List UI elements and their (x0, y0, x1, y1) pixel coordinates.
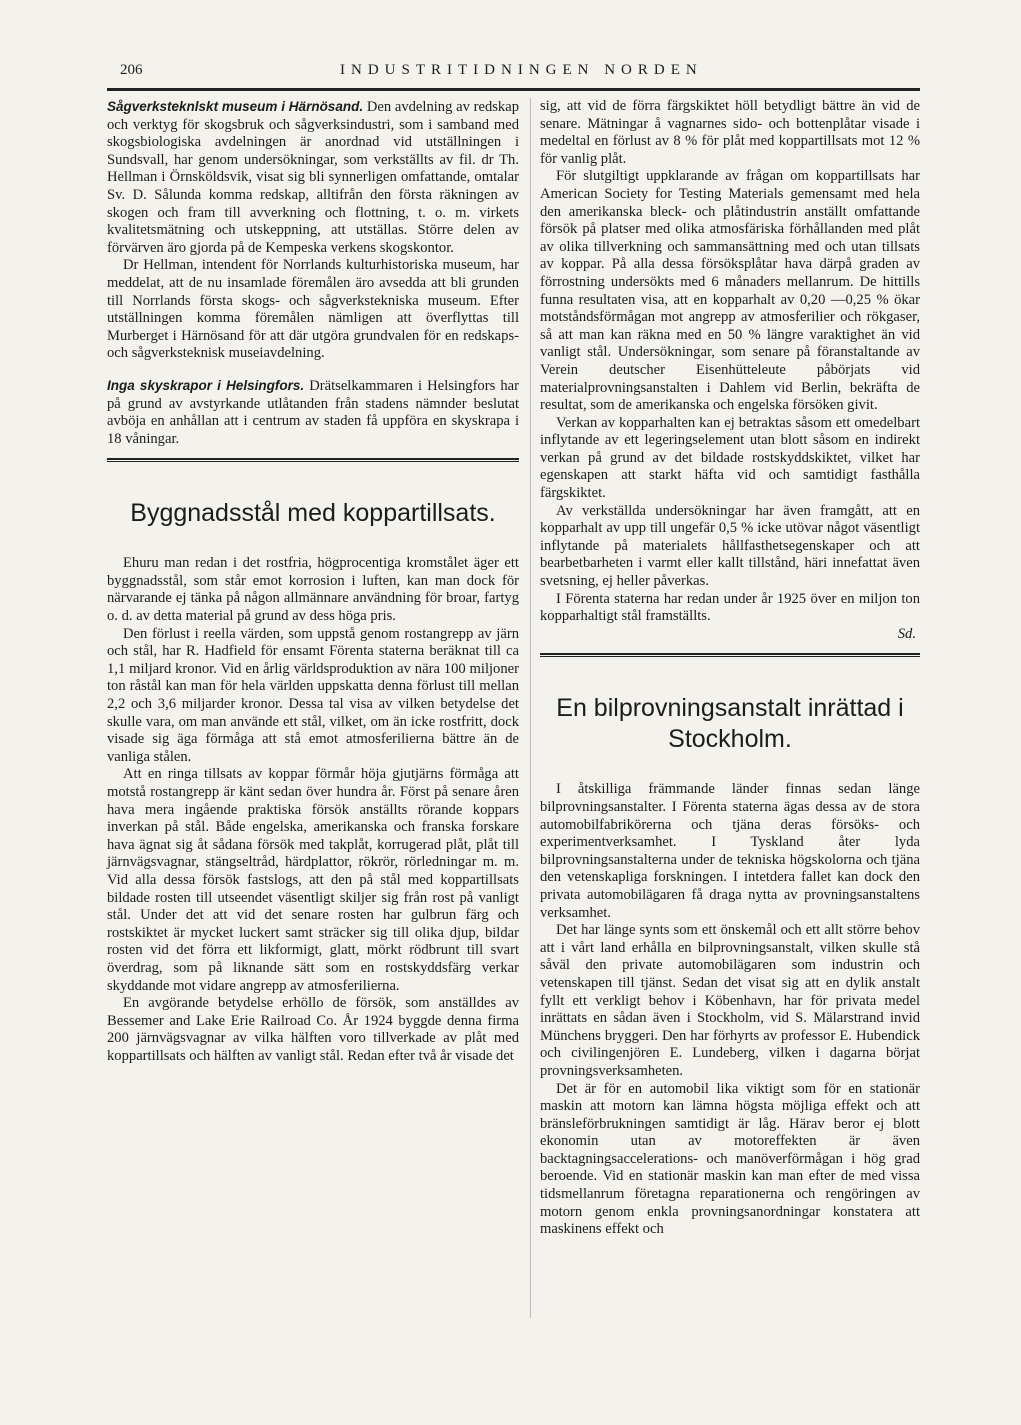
column-divider (530, 98, 531, 1318)
continuation-paragraph: Av verkställda undersökningar har även framgått, att en kopparhalt av upp till ungefär 0,5 % icke utövar något väsentligt inflytande på materialets hållfasthetsegenskaper och att bearbetbarheten i varmt eller kallt tillstånd, häri innefattat även svetsning, ej heller påverkas. (540, 502, 920, 590)
header-rule (107, 88, 920, 91)
article-paragraph: Det har länge synts som ett önskemål och ett allt större behov att i vårt land erhålla en bilprovningsanstalt, vilken skulle stå såväl den private automobilägaren som industrin och vetenskapen till tjänst. Sedan det visat sig att en dylik anstalt fyllt ett verkligt behov i Köbenhavn, har för privata medel inrättats en sådan även i Stockholm, vid S. Mälarstrand invid Münchens bryggeri. Den har förhyrts av professor E. Hubendick och civilingenjören E. Lundeberg, vilken i dagarna börjat provningsverksamheten. (540, 922, 920, 1079)
continuation-paragraph: Verkan av kopparhalten kan ej betraktas såsom ett omedelbart inflytande av ett legeringselement utan blott såsom en indirekt verkan på grund av det bildade rostskyddskiktet, vilket har egenskapen att starkt häfta vid och samtidigt fasthålla färgskiktet. (540, 414, 920, 502)
continuation-paragraph: sig, att vid de förra färgskiktet höll betydligt bättre än vid de senare. Mätningar å vagnarnes sido- och bottenplåtar visade i medeltal en förlust av 8 % för plåt med koppartillsats mot 12 % för vanlig plåt. (540, 98, 920, 167)
notice-skyskrapor-text: Drätselkammaren i Helsingfors har på grund av avstyrkande utlåtanden från stadens nämnder beslutat avböja en anhållan att i centrum av staden få uppföra en skyskrapa i 18 våningar. (107, 377, 519, 447)
left-column (107, 98, 519, 1066)
article-title-byggnadsstal: Byggnadsstål med koppartillsats. (130, 499, 496, 528)
page-header (120, 62, 920, 84)
section-rule (107, 458, 519, 462)
running-title: INDUSTRITIDNINGEN NORDEN (340, 62, 703, 78)
notice-saagverk-lead: Sågverksteknlskt museum i Härnösand. (107, 99, 364, 114)
notice-saagverk (107, 98, 519, 257)
article-paragraph: Det är för en automobil lika viktigt som för en stationär maskin att motorn kan lämna högsta möjliga effekt och att bränsleförbrukningen samtidigt är låg. Härav beror ej blott ekonomin utan av motoreffekten är även backtagningsaccelerations- och manöverförmågan i hög grad beroende. Vid en stationär maskin kan man efter de med vissa tidsmellanrum företagna reparationerna och rengöringen av motorn genom enkla provningsanordningar konstatera att maskinens effekt och (540, 1080, 920, 1238)
article-paragraph: Ehuru man redan i det rostfria, högprocentiga kromstålet äger ett byggnadsstål, som står emot korrosion i luften, kan man dock för närvarande ej tänka på någon allmännare användning för broar, fartyg o. d. av detta material på grund av dess höga pris. (107, 555, 519, 625)
article-title-bilprovning: En bilprovningsanstalt inrättad i Stockholm. (556, 694, 904, 754)
page-number: 206 (120, 62, 143, 78)
article-paragraph: Den förlust i reella värden, som uppstå genom rostangrepp av järn och stål, har R. Hadfield för ensamt Förenta staterna beräknat till ca 1,1 miljard kronor. Vid en årlig världsproduktion av nära 100 miljoner ton råstål kan man för hela världen uppskatta denna förlust till mellan 2,2 och 3,6 miljarder kronor. Dessa tal visa av vilken betydelse det skulle vara, om man använde ett stål, vilket, om än icke rostfritt, dock visade sig äga förmåga att stå emot atmosferilierna bättre än de vanliga stålen. (107, 625, 519, 765)
notice-skyskrapor-lead: Inga skyskrapor i Helsingfors. (107, 377, 305, 393)
notice-saagverk-text: Den avdelning av redskap och verktyg för skogsbruk och sågverksindustri, som i samband med skogsbiologiska avdelningen är anordnad vid utställningen i Sundsvall, har genom undersökningar, som verkställts av fil. dr Th. Hellman i Örnsköldsvik, visat sig bli synnerligen omfattande, omtalar Sv. D. Sålunda komma redskap, alltifrån den första räkningen av skogen och fram till avverkning och flottning, t. o. m. virkets kvalitetsmätning och utskeppning, att utställas. Större delen av förvärven äro gjorda på de Kempeska verkens skogskontor. (107, 99, 519, 256)
continuation-paragraph: För slutgiltigt uppklarande av frågan om koppartillsats har American Society for Testing Materials gemensamt med hela den amerikanska bleck- och plåtindustrin anställt omfattande försök på platser med olika atmosfäriska förhållanden med plåt av olika tillverkning och sammansättning med och utan tillsats av koppar. På alla dessa försöksplåtar hava därpå graden av förrostning undersökts med 6 månaders mellanrum. De hittills funna resultaten visa, att en kopparhalt av 0,20 —0,25 % ökar motståndsförmågan mot angrepp av atmosferilier och rökgaser, så att man kan räkna med en 50 % längre varaktighet än vid vanligt stål. Undersökningar, som senare på föranstaltande av Verein deutscher Eisenhütteleute påbörjats vid materialprovningsanstalten i Dahlem vid Berlin, bekräfta de resultat, som de amerikanska och engelska försöken givit. (540, 168, 920, 414)
section-rule (540, 653, 920, 657)
continuation-paragraph: I Förenta staterna har redan under år 1925 över en miljon ton kopparhaltigt stål framställts. (540, 590, 920, 625)
article-paragraph: En avgörande betydelse erhöllo de försök, som anställdes av Bessemer and Lake Erie Railroad Co. År 1924 byggde denna firma 200 järnvägsvagnar av vilka hälften voro tillverkade av plåt med koppartillsats och hälften av vanligt stål. Redan efter två år visade det (107, 995, 519, 1064)
article-paragraph: Att en ringa tillsats av koppar förmår höja gjutjärns förmåga att motstå rostangrepp är känt sedan över hundra år. Först på senare åren hava mera ingående praktiska försök anställts rörande koppars inverkan på stål. Både engelska, amerikanska och franska forskare hava ägnat sig åt sådana försök med takplåt, korrugerad plåt, plåt till järnvägsvagnar, stängseltråd, härdplattor, rökrör, rörledningar m. m. Vid alla dessa försök fastslogs, att den på stål med koppartillsats bildade rosten till utseendet väsentligt skiljer sig från rost på vanligt stål. Under det att vid det senare rosten har gulbrun färg och rostskiktet är mycket luckert samt sträcker sig till olika djup, bildar rosten vid det förra ett likformigt, glatt, mörkt rödbrunt till svart överdrag, som på liknande sätt som en rostskyddsfärg verkar skyddande mot vidare angrepp av atmosferilierna. (107, 766, 519, 994)
right-column (540, 98, 920, 1239)
article-paragraph: I åtskilliga främmande länder finnas sedan länge bilprovningsanstalter. I Förenta staterna ägas dessa av de stora automobilfabrikörerna och tjäna deras försöks- och experimentverksamhet. I Tyskland åter lyda bilprovningsanstalterna under de tekniska högskolorna och tjäna den vetenskapliga forskningen. I intetdera fallet kan dock den privata automobilägaren få draga nytta av provningsanstaltens verksamhet. (540, 781, 920, 921)
notice-skyskrapor (107, 377, 519, 448)
notice-saagverk-paragraph-2: Dr Hellman, intendent för Norrlands kulturhistoriska museum, har meddelat, att de nu insamlade föremålen äro avsedda att bli grunden till Norrlands första skogs- och sågverkstekniska museum. Efter utställningen komma föremålen nämligen att överflyttas till Murberget i Härnösand för att där utgöra grundvalen för en redskaps- och sågverksteknisk museiavdelning. (107, 257, 519, 362)
signature: Sd. (897, 625, 916, 642)
